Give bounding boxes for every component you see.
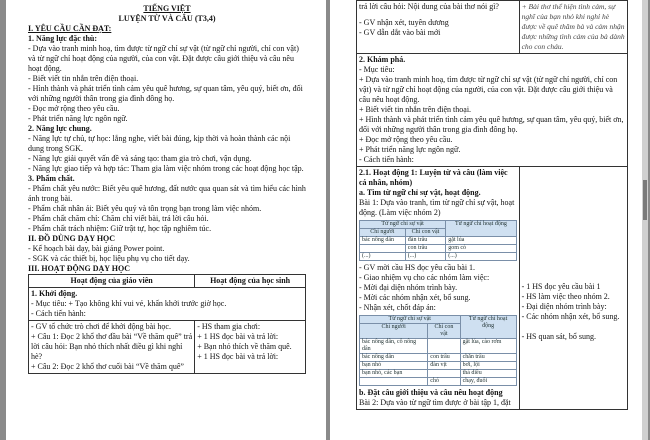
lesson-title: LUYỆN TỪ VÀ CÂU (T3,4) — [118, 14, 216, 23]
row-text: - Mục tiêu: + Tạo không khí vui vẻ, khấn khởi trước giờ học. — [31, 299, 227, 308]
student-step: - HS làm việc theo nhóm 2. — [521, 292, 610, 301]
student-step: + 1 HS đọc bài và trả lời: — [197, 332, 279, 341]
paragraph: - Biết viết tin nhắn trên điện thoại. — [28, 74, 139, 83]
student-step: + Bài thơ thể hiện tình cảm, sự nghĩ của bạn nhỏ khi nghỉ hè được về quê thăm bà và cảm nhận được những tình cảm của bà dành cho con cháu. — [521, 2, 625, 51]
row-heading: 2.1. Hoạt động 1: Luyện từ và câu (làm việc cá nhân, nhóm) — [359, 168, 508, 187]
vocab-header: Từ ngữ chỉ hoạt động — [446, 221, 516, 237]
paragraph: - Năng lực giao tiếp và hợp tác: Tham gia làm việc nhóm trong các hoạt động học tập. — [28, 164, 304, 173]
column-header-teacher: Hoạt động của giáo viên — [29, 275, 195, 288]
answer-cell: bác nông dân — [360, 354, 428, 362]
paragraph: - Kế hoạch bài dạy, bài giảng Power point. — [28, 244, 165, 253]
teacher-step: - GV tổ chức trò chơi để khởi động bài học. — [31, 322, 171, 331]
vocab-table — [359, 220, 517, 261]
answer-cell — [428, 370, 460, 378]
student-step: - 1 HS đọc yêu cầu bài 1 — [521, 282, 601, 291]
vocab-cell: đàn trâu — [405, 237, 445, 245]
answer-cell: gặt lúa, cào rơm — [460, 339, 516, 354]
answer-header: Chỉ người — [360, 324, 428, 339]
answer-cell: bạn nhỏ, các bạn — [360, 370, 428, 378]
answer-header: Từ ngữ chỉ sự vật — [360, 316, 461, 324]
teacher-step: - Mời đại diện nhóm trình bày. — [359, 283, 458, 292]
teacher-step: + Câu 1: Đọc 2 khổ thơ đầu bài “Về thăm quê” trả lời câu hỏi: Bạn nhỏ thích nhất điều gì khi nghỉ hè? — [31, 332, 193, 361]
student-step: - Đại diện nhóm trình bày: — [521, 302, 607, 311]
section-heading: II. ĐỒ DÙNG DẠY HỌC — [28, 234, 116, 243]
paragraph: - SGK và các thiết bị, học liệu phụ vụ cho tiết dạy. — [28, 254, 190, 263]
answer-cell: con trâu — [428, 354, 460, 362]
vocab-cell: gặt lúa — [446, 237, 516, 245]
exercise-text: Bài 1: Dựa vào tranh, tìm từ ngữ chỉ sự vật, hoạt động. (Làm việc nhóm 2) — [359, 198, 515, 217]
subsection-heading: 1. Năng lực đặc thù: — [28, 34, 98, 43]
answer-cell: chạy, đuổi — [460, 378, 516, 386]
section-heading: I. YÊU CẦU CẦN ĐẠT: — [28, 24, 112, 33]
answer-cell: bác nông dân, cô nông dân — [360, 339, 428, 354]
answer-cell — [360, 378, 428, 386]
scrollbar-thumb[interactable] — [643, 180, 647, 220]
answer-table — [359, 315, 517, 386]
column-header-student: Hoạt động của học sinh — [195, 275, 306, 288]
paragraph: - Đọc mở rộng theo yêu cầu. — [28, 104, 120, 113]
row-subheading: a. Tìm từ ngữ chỉ sự vật, hoạt động. — [359, 188, 481, 197]
paragraph: - Phẩm chất trách nhiệm: Giữ trật tự, học tập nghiêm túc. — [28, 224, 212, 233]
vocab-cell: con trâu — [405, 245, 445, 253]
teacher-step: - Giao nhiệm vụ cho các nhóm làm việc: — [359, 273, 490, 282]
vocab-cell: gom cỏ — [446, 245, 516, 253]
table-row — [29, 288, 306, 321]
document-page-right — [330, 0, 642, 440]
row-text: - Mục tiêu: — [359, 65, 395, 74]
answer-cell — [428, 339, 460, 354]
paragraph: - Phát triển năng lực ngôn ngữ. — [28, 114, 128, 123]
answer-cell: thả diều — [460, 370, 516, 378]
teacher-step: - GV mời cầu HS đọc yêu cầu bài 1. — [359, 263, 476, 272]
teacher-step: + Câu 2: Đọc 2 khổ thơ cuối bài “Về thăm quê” — [31, 362, 184, 371]
student-step: - HS quan sát, bổ sung. — [521, 332, 597, 341]
teacher-step: trả lời câu hỏi: Nội dung của bài thơ nói gì? — [359, 2, 499, 11]
subject-heading: TIẾNG VIỆT — [143, 4, 191, 13]
paragraph: - Phẩm chất nhân ái: Biết yêu quý và tôn trọng bạn trong làm việc nhóm. — [28, 204, 262, 213]
vocab-header: Chỉ người — [360, 229, 406, 237]
row-text: + Biết viết tin nhắn trên điện thoại. — [359, 105, 472, 114]
vocab-cell — [360, 245, 406, 253]
teacher-step: - GV dẫn dắt vào bài mới — [359, 28, 441, 37]
row-text: - Cách tiến hành: — [31, 309, 86, 318]
row-text: + Phát triển năng lực ngôn ngữ. — [359, 145, 461, 154]
activity-table — [28, 274, 306, 374]
student-step: - Các nhóm nhận xét, bổ sung. — [521, 312, 620, 321]
row-text: + Hình thành và phát triển tình cảm yêu quê hương, sự quan tâm, yêu quý, biết ơn, đối với những người thân trong gia đình đông họ. — [359, 115, 624, 134]
paragraph: - Năng lực giải quyết vấn đề và sáng tạo: tham gia trò chơi, vận dụng. — [28, 154, 252, 163]
table-row — [357, 167, 628, 410]
row-heading: 1. Khởi động. — [31, 289, 78, 298]
answer-cell: chăn trâu — [460, 354, 516, 362]
row-text: - Cách tiến hành: — [359, 155, 414, 164]
activity-table-continued — [356, 0, 628, 410]
vocab-header: Chỉ con vật — [405, 229, 445, 237]
student-step: + Bạn nhỏ thích về thăm quê. — [197, 342, 292, 351]
paragraph: - Phẩm chất chăm chỉ: Chăm chỉ viết bài, trả lời câu hỏi. — [28, 214, 209, 223]
answer-header: Từ ngữ chỉ hoạt động — [460, 316, 516, 339]
paragraph: - Phẩm chất yêu nước: Biết yêu quê hương, đất nước qua quan sát và tìm hiểu các hình ảnh trong bài. — [28, 184, 306, 203]
answer-cell: đàn vịt — [428, 362, 460, 370]
answer-cell: bơi, lội — [460, 362, 516, 370]
student-step: - HS tham gia chơi: — [197, 322, 261, 331]
answer-cell: bạn nhỏ — [360, 362, 428, 370]
row-text: + Đọc mở rộng theo yêu cầu. — [359, 135, 453, 144]
vertical-scrollbar[interactable] — [642, 0, 648, 440]
vocab-cell: (...) — [360, 253, 406, 261]
subsection-heading: 2. Năng lực chung. — [28, 124, 92, 133]
teacher-step: - Nhận xét, chốt đáp án: — [359, 303, 436, 312]
subsection-heading: 3. Phẩm chất. — [28, 174, 75, 183]
answer-cell: chó — [428, 378, 460, 386]
student-step: + 1 HS đọc bài và trả lời: — [197, 352, 279, 361]
table-row — [357, 1, 628, 54]
teacher-step: - GV nhận xét, tuyên dương — [359, 18, 449, 27]
vocab-cell: (...) — [405, 253, 445, 261]
vocab-cell: bác nông dân — [360, 237, 406, 245]
answer-header: Chỉ con vật — [428, 324, 460, 339]
document-page-left — [6, 0, 326, 440]
vocab-cell: (...) — [446, 253, 516, 261]
vocab-header: Từ ngữ chỉ sự vật — [360, 221, 446, 229]
paragraph: - Năng lực tự chủ, tự học: lắng nghe, viết bài đúng, kịp thời và hoàn thành các nội dung trong SGK. — [28, 134, 291, 153]
table-row — [357, 54, 628, 167]
row-text: + Dựa vào tranh minh hoạ, tìm được từ ngữ chỉ sự vật (từ ngữ chỉ người, chỉ con vật) và từ ngữ chỉ hoạt động của người, của con vật. Đặt được câu giới thiệu và câu nêu hoạt động. — [359, 75, 618, 104]
paragraph: - Dựa vào tranh minh hoạ, tìm được từ ngữ chỉ sự vật (từ ngữ chỉ người, chỉ con vật) và từ ngữ chỉ hoạt động của người, của con vật. Đặt được câu giới thiệu và câu nêu hoạt động. — [28, 44, 299, 73]
section-heading: III. HOẠT ĐỘNG DẠY HỌC — [28, 264, 131, 273]
row-heading: 2. Khám phá. — [359, 55, 406, 64]
paragraph: - Hình thành và phát triển tình cảm yêu quê hương, sự quan tâm, yêu quý, biết ơn, đối với những người thân trong gia đình đông họ. — [28, 84, 303, 103]
teacher-step: - Mời các nhóm nhận xét, bổ sung. — [359, 293, 471, 302]
table-row — [29, 321, 306, 374]
row-subheading: b. Đặt câu giới thiệu và câu nêu hoạt động — [359, 388, 503, 397]
exercise-text: Bài 2: Dựa vào từ ngữ tìm được ở bài tập 1, đặt — [359, 398, 511, 407]
